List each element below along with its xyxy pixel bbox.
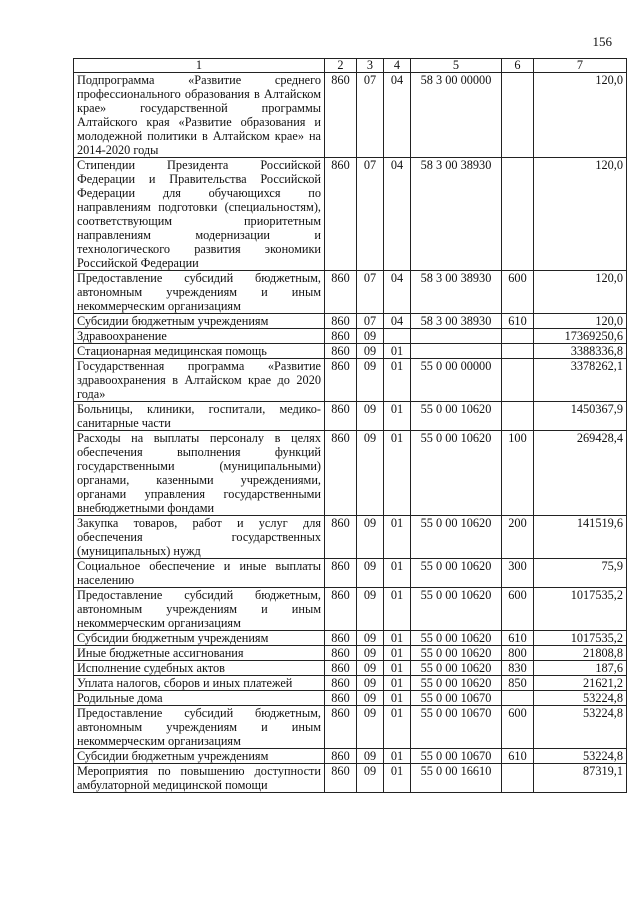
subsection-code: 01 (384, 402, 411, 431)
expense-type-code: 100 (502, 431, 534, 516)
amount: 87319,1 (534, 764, 627, 793)
section-code: 09 (357, 559, 384, 588)
target-article-code: 55 0 00 10620 (411, 631, 502, 646)
target-article-code: 58 3 00 00000 (411, 73, 502, 158)
expense-name: Закупка товаров, работ и услуг для обеспечения государственных (муниципальных) нужд (74, 516, 325, 559)
section-code: 07 (357, 271, 384, 314)
target-article-code: 58 3 00 38930 (411, 271, 502, 314)
expense-type-code: 850 (502, 676, 534, 691)
expense-name: Больницы, клиники, госпитали, медико-санитарные части (74, 402, 325, 431)
expense-name: Исполнение судебных актов (74, 661, 325, 676)
expense-type-code: 300 (502, 559, 534, 588)
subsection-code: 01 (384, 559, 411, 588)
column-header: 6 (502, 59, 534, 73)
amount: 17369250,6 (534, 329, 627, 344)
column-header: 3 (357, 59, 384, 73)
expense-name: Предоставление субсидий бюджетным, автономным учреждениям и иным некоммерческим организациям (74, 706, 325, 749)
expense-type-code: 800 (502, 646, 534, 661)
grbs-code: 860 (325, 329, 357, 344)
amount: 141519,6 (534, 516, 627, 559)
grbs-code: 860 (325, 516, 357, 559)
amount: 21808,8 (534, 646, 627, 661)
table-row (74, 158, 627, 271)
grbs-code: 860 (325, 73, 357, 158)
expense-name: Стационарная медицинская помощь (74, 344, 325, 359)
column-header: 7 (534, 59, 627, 73)
expense-type-code (502, 73, 534, 158)
subsection-code (384, 329, 411, 344)
section-code: 09 (357, 329, 384, 344)
column-header: 4 (384, 59, 411, 73)
table-row (74, 588, 627, 631)
expense-type-code (502, 158, 534, 271)
column-header: 1 (74, 59, 325, 73)
expense-type-code: 200 (502, 516, 534, 559)
grbs-code: 860 (325, 764, 357, 793)
amount: 3378262,1 (534, 359, 627, 402)
table-row (74, 661, 627, 676)
subsection-code: 01 (384, 691, 411, 706)
section-code: 09 (357, 344, 384, 359)
subsection-code: 01 (384, 764, 411, 793)
section-code: 09 (357, 691, 384, 706)
grbs-code: 860 (325, 344, 357, 359)
section-code: 07 (357, 73, 384, 158)
expense-name: Мероприятия по повышению доступности амбулаторной медицинской помощи (74, 764, 325, 793)
amount: 269428,4 (534, 431, 627, 516)
expense-name: Иные бюджетные ассигнования (74, 646, 325, 661)
table-row (74, 516, 627, 559)
section-code: 09 (357, 764, 384, 793)
grbs-code: 860 (325, 631, 357, 646)
expense-type-code: 600 (502, 706, 534, 749)
budget-table (73, 58, 627, 793)
grbs-code: 860 (325, 158, 357, 271)
subsection-code: 04 (384, 271, 411, 314)
target-article-code: 55 0 00 10620 (411, 402, 502, 431)
table-row (74, 676, 627, 691)
grbs-code: 860 (325, 402, 357, 431)
target-article-code: 55 0 00 10620 (411, 431, 502, 516)
section-code: 09 (357, 646, 384, 661)
expense-name: Субсидии бюджетным учреждениям (74, 314, 325, 329)
table-row (74, 402, 627, 431)
subsection-code: 01 (384, 646, 411, 661)
expense-type-code: 600 (502, 271, 534, 314)
subsection-code: 04 (384, 314, 411, 329)
subsection-code: 04 (384, 73, 411, 158)
grbs-code: 860 (325, 314, 357, 329)
expense-type-code: 610 (502, 314, 534, 329)
grbs-code: 860 (325, 271, 357, 314)
amount: 120,0 (534, 158, 627, 271)
table-row (74, 559, 627, 588)
amount: 1017535,2 (534, 588, 627, 631)
expense-type-code (502, 359, 534, 402)
expense-type-code: 830 (502, 661, 534, 676)
target-article-code (411, 344, 502, 359)
table-row (74, 646, 627, 661)
target-article-code: 55 0 00 10620 (411, 676, 502, 691)
section-code: 09 (357, 661, 384, 676)
expense-type-code (502, 764, 534, 793)
grbs-code: 860 (325, 431, 357, 516)
expense-name: Субсидии бюджетным учреждениям (74, 631, 325, 646)
subsection-code: 01 (384, 588, 411, 631)
subsection-code: 01 (384, 631, 411, 646)
subsection-code: 01 (384, 661, 411, 676)
target-article-code (411, 329, 502, 344)
expense-name: Родильные дома (74, 691, 325, 706)
expense-type-code (502, 691, 534, 706)
table-row (74, 271, 627, 314)
expense-name: Подпрограмма «Развитие среднего профессионального образования в Алтайском крае» государственной программы Алтайского края «Развитие образования и молодежной политики в Алтайском крае» на 2014-2020 годы (74, 73, 325, 158)
subsection-code: 01 (384, 359, 411, 402)
table-row (74, 691, 627, 706)
amount: 75,9 (534, 559, 627, 588)
column-header: 2 (325, 59, 357, 73)
expense-name: Предоставление субсидий бюджетным, автономным учреждениям и иным некоммерческим организациям (74, 271, 325, 314)
table-row (74, 431, 627, 516)
amount: 187,6 (534, 661, 627, 676)
section-code: 07 (357, 314, 384, 329)
target-article-code: 55 0 00 10620 (411, 646, 502, 661)
amount: 120,0 (534, 271, 627, 314)
target-article-code: 55 0 00 00000 (411, 359, 502, 402)
amount: 53224,8 (534, 706, 627, 749)
expense-type-code (502, 329, 534, 344)
grbs-code: 860 (325, 559, 357, 588)
amount: 21621,2 (534, 676, 627, 691)
grbs-code: 860 (325, 691, 357, 706)
grbs-code: 860 (325, 359, 357, 402)
table-row (74, 749, 627, 764)
table-row (74, 329, 627, 344)
section-code: 09 (357, 749, 384, 764)
section-code: 09 (357, 359, 384, 402)
expense-name: Здравоохранение (74, 329, 325, 344)
target-article-code: 55 0 00 10670 (411, 691, 502, 706)
table-row (74, 314, 627, 329)
expense-name: Субсидии бюджетным учреждениям (74, 749, 325, 764)
section-code: 09 (357, 631, 384, 646)
table-row (74, 73, 627, 158)
expense-type-code: 610 (502, 631, 534, 646)
target-article-code: 58 3 00 38930 (411, 158, 502, 271)
section-code: 09 (357, 516, 384, 559)
target-article-code: 55 0 00 10670 (411, 749, 502, 764)
amount: 120,0 (534, 314, 627, 329)
target-article-code: 55 0 00 10670 (411, 706, 502, 749)
grbs-code: 860 (325, 749, 357, 764)
expense-type-code (502, 344, 534, 359)
section-code: 09 (357, 706, 384, 749)
grbs-code: 860 (325, 676, 357, 691)
amount: 1017535,2 (534, 631, 627, 646)
subsection-code: 01 (384, 516, 411, 559)
grbs-code: 860 (325, 661, 357, 676)
target-article-code: 55 0 00 16610 (411, 764, 502, 793)
table-row (74, 631, 627, 646)
section-code: 07 (357, 158, 384, 271)
table-row (74, 764, 627, 793)
expense-name: Уплата налогов, сборов и иных платежей (74, 676, 325, 691)
expense-name: Расходы на выплаты персоналу в целях обеспечения выполнения функций государственными (муниципальными) органами, казенными учреждениями, органами управления государственными внебюджетными фондами (74, 431, 325, 516)
subsection-code: 01 (384, 749, 411, 764)
amount: 1450367,9 (534, 402, 627, 431)
target-article-code: 55 0 00 10620 (411, 516, 502, 559)
header-row (74, 59, 627, 73)
amount: 53224,8 (534, 691, 627, 706)
expense-name: Социальное обеспечение и иные выплаты населению (74, 559, 325, 588)
expense-name: Стипендии Президента Российской Федерации и Правительства Российской Федерации для обучающихся по направлениям подготовки (специальностям), соответствующим приоритетным направлениям модернизации и технологического развития экономики Российской Федерации (74, 158, 325, 271)
target-article-code: 55 0 00 10620 (411, 559, 502, 588)
amount: 120,0 (534, 73, 627, 158)
section-code: 09 (357, 431, 384, 516)
subsection-code: 01 (384, 676, 411, 691)
column-header: 5 (411, 59, 502, 73)
expense-name: Государственная программа «Развитие здравоохранения в Алтайском крае до 2020 года» (74, 359, 325, 402)
grbs-code: 860 (325, 706, 357, 749)
section-code: 09 (357, 676, 384, 691)
expense-type-code (502, 402, 534, 431)
target-article-code: 58 3 00 38930 (411, 314, 502, 329)
table-row (74, 706, 627, 749)
section-code: 09 (357, 402, 384, 431)
expense-type-code: 600 (502, 588, 534, 631)
subsection-code: 01 (384, 706, 411, 749)
amount: 3388336,8 (534, 344, 627, 359)
table-row (74, 344, 627, 359)
expense-name: Предоставление субсидий бюджетным, автономным учреждениям и иным некоммерческим организациям (74, 588, 325, 631)
target-article-code: 55 0 00 10620 (411, 588, 502, 631)
amount: 53224,8 (534, 749, 627, 764)
section-code: 09 (357, 588, 384, 631)
subsection-code: 04 (384, 158, 411, 271)
subsection-code: 01 (384, 344, 411, 359)
page-number: 156 (592, 34, 612, 49)
expense-type-code: 610 (502, 749, 534, 764)
grbs-code: 860 (325, 588, 357, 631)
grbs-code: 860 (325, 646, 357, 661)
subsection-code: 01 (384, 431, 411, 516)
target-article-code: 55 0 00 10620 (411, 661, 502, 676)
table-row (74, 359, 627, 402)
